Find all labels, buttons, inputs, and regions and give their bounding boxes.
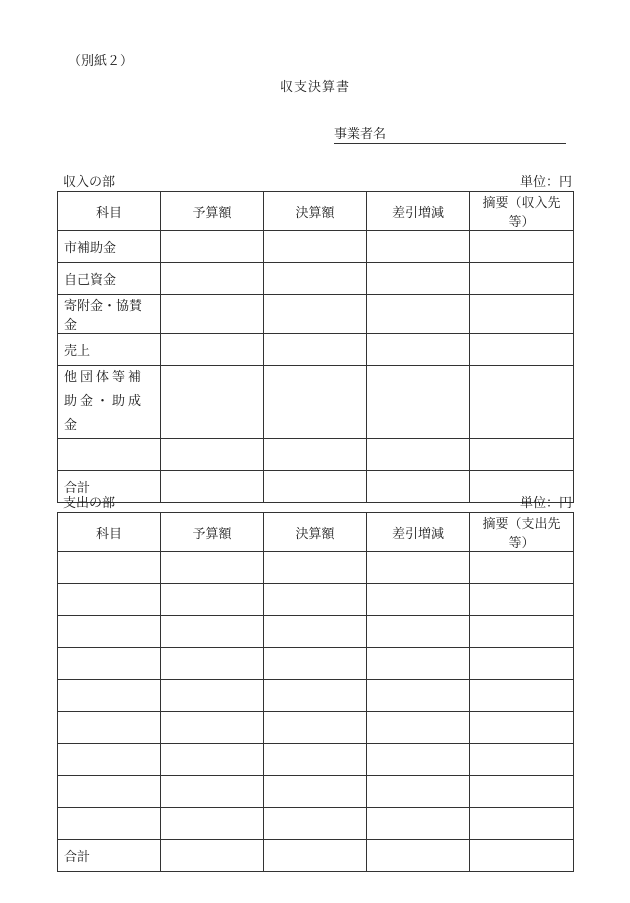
budget-cell[interactable]: [161, 680, 264, 712]
attachment-label: （別紙２）: [68, 54, 134, 69]
budget-cell[interactable]: [161, 776, 264, 808]
actual-cell[interactable]: [264, 295, 367, 334]
income-table: [57, 191, 574, 503]
difference-cell[interactable]: [367, 366, 470, 439]
expense-item-cell[interactable]: [58, 776, 161, 808]
expense-header-remarks: 摘要（支出先等）: [470, 513, 574, 552]
income-header-difference: 差引増減: [367, 192, 470, 231]
company-name-field[interactable]: [334, 123, 566, 144]
income-item-cell: 売上: [58, 334, 161, 366]
difference-cell[interactable]: [367, 648, 470, 680]
company-name-label: 事業者名: [334, 127, 387, 142]
income-item-cell: 他団体等補助金・助成金: [58, 366, 161, 439]
remarks-cell[interactable]: [470, 439, 574, 471]
income-item-cell: 寄附金・協賛金: [58, 295, 161, 334]
budget-cell[interactable]: [161, 584, 264, 616]
difference-cell[interactable]: [367, 616, 470, 648]
expense-total-row: [58, 840, 574, 872]
income-total-label: 合計: [58, 471, 161, 503]
table-row: [58, 616, 574, 648]
remarks-cell[interactable]: [470, 584, 574, 616]
income-header-actual: 決算額: [264, 192, 367, 231]
expense-item-cell[interactable]: [58, 744, 161, 776]
actual-cell[interactable]: [264, 439, 367, 471]
difference-cell[interactable]: [367, 231, 470, 263]
budget-cell[interactable]: [161, 712, 264, 744]
remarks-cell[interactable]: [470, 334, 574, 366]
budget-cell[interactable]: [161, 616, 264, 648]
difference-cell[interactable]: [367, 439, 470, 471]
table-row: [58, 334, 574, 366]
actual-cell[interactable]: [264, 366, 367, 439]
remarks-cell[interactable]: [470, 680, 574, 712]
actual-total-cell[interactable]: [264, 840, 367, 872]
budget-cell[interactable]: [161, 552, 264, 584]
budget-cell[interactable]: [161, 808, 264, 840]
remarks-cell[interactable]: [470, 552, 574, 584]
income-header-budget: 予算額: [161, 192, 264, 231]
remarks-cell[interactable]: [470, 263, 574, 295]
difference-cell[interactable]: [367, 263, 470, 295]
table-row: [58, 263, 574, 295]
remarks-cell[interactable]: [470, 808, 574, 840]
table-row: [58, 808, 574, 840]
expense-section-label: 支出の部: [63, 496, 116, 511]
actual-cell[interactable]: [264, 552, 367, 584]
table-row: [58, 439, 574, 471]
remarks-cell[interactable]: [470, 295, 574, 334]
actual-cell[interactable]: [264, 334, 367, 366]
income-unit-label: 単位：円: [519, 175, 572, 190]
expense-item-cell[interactable]: [58, 648, 161, 680]
difference-cell[interactable]: [367, 334, 470, 366]
budget-cell[interactable]: [161, 744, 264, 776]
remarks-cell[interactable]: [470, 616, 574, 648]
remarks-total-cell[interactable]: [470, 840, 574, 872]
difference-total-cell[interactable]: [367, 471, 470, 503]
expense-table: [57, 512, 574, 872]
actual-cell[interactable]: [264, 712, 367, 744]
actual-cell[interactable]: [264, 776, 367, 808]
actual-total-cell[interactable]: [264, 471, 367, 503]
difference-cell[interactable]: [367, 776, 470, 808]
budget-cell[interactable]: [161, 439, 264, 471]
budget-cell[interactable]: [161, 648, 264, 680]
actual-cell[interactable]: [264, 231, 367, 263]
budget-cell[interactable]: [161, 263, 264, 295]
document-title: 収支決算書: [279, 80, 350, 95]
table-row: [58, 231, 574, 263]
expense-item-cell[interactable]: [58, 712, 161, 744]
income-header-row: [58, 192, 574, 231]
table-row: [58, 712, 574, 744]
table-row: [58, 648, 574, 680]
remarks-cell[interactable]: [470, 776, 574, 808]
budget-cell[interactable]: [161, 334, 264, 366]
table-row: [58, 776, 574, 808]
expense-unit-label: 単位：円: [519, 496, 572, 511]
difference-total-cell[interactable]: [367, 840, 470, 872]
expense-header-difference: 差引増減: [367, 513, 470, 552]
expense-item-cell[interactable]: [58, 552, 161, 584]
expense-header-row: [58, 513, 574, 552]
remarks-cell[interactable]: [470, 744, 574, 776]
expense-item-cell[interactable]: [58, 584, 161, 616]
remarks-cell[interactable]: [470, 366, 574, 439]
difference-cell[interactable]: [367, 744, 470, 776]
income-total-row: [58, 471, 574, 503]
income-item-cell: 市補助金: [58, 231, 161, 263]
table-row: [58, 552, 574, 584]
income-header-item: 科目: [58, 192, 161, 231]
actual-cell[interactable]: [264, 680, 367, 712]
expense-item-cell[interactable]: [58, 808, 161, 840]
difference-cell[interactable]: [367, 680, 470, 712]
difference-cell[interactable]: [367, 712, 470, 744]
expense-header-item: 科目: [58, 513, 161, 552]
difference-cell[interactable]: [367, 808, 470, 840]
expense-item-cell[interactable]: [58, 680, 161, 712]
expense-item-cell[interactable]: [58, 616, 161, 648]
income-header-remarks: 摘要（収入先等）: [470, 192, 574, 231]
expense-header-budget: 予算額: [161, 513, 264, 552]
income-item-cell[interactable]: [58, 439, 161, 471]
budget-total-cell[interactable]: [161, 840, 264, 872]
budget-cell[interactable]: [161, 295, 264, 334]
budget-cell[interactable]: [161, 231, 264, 263]
remarks-cell[interactable]: [470, 648, 574, 680]
actual-cell[interactable]: [264, 808, 367, 840]
remarks-cell[interactable]: [470, 231, 574, 263]
table-row: [58, 744, 574, 776]
income-section-label: 収入の部: [63, 175, 116, 190]
table-row: [58, 680, 574, 712]
actual-cell[interactable]: [264, 616, 367, 648]
difference-cell[interactable]: [367, 552, 470, 584]
table-row: [58, 584, 574, 616]
expense-total-label: 合計: [58, 840, 161, 872]
actual-cell[interactable]: [264, 263, 367, 295]
budget-cell[interactable]: [161, 366, 264, 439]
budget-total-cell[interactable]: [161, 471, 264, 503]
actual-cell[interactable]: [264, 648, 367, 680]
income-item-cell: 自己資金: [58, 263, 161, 295]
difference-cell[interactable]: [367, 584, 470, 616]
actual-cell[interactable]: [264, 584, 367, 616]
remarks-cell[interactable]: [470, 712, 574, 744]
table-row: [58, 295, 574, 334]
table-row: [58, 366, 574, 439]
difference-cell[interactable]: [367, 295, 470, 334]
expense-header-actual: 決算額: [264, 513, 367, 552]
actual-cell[interactable]: [264, 744, 367, 776]
